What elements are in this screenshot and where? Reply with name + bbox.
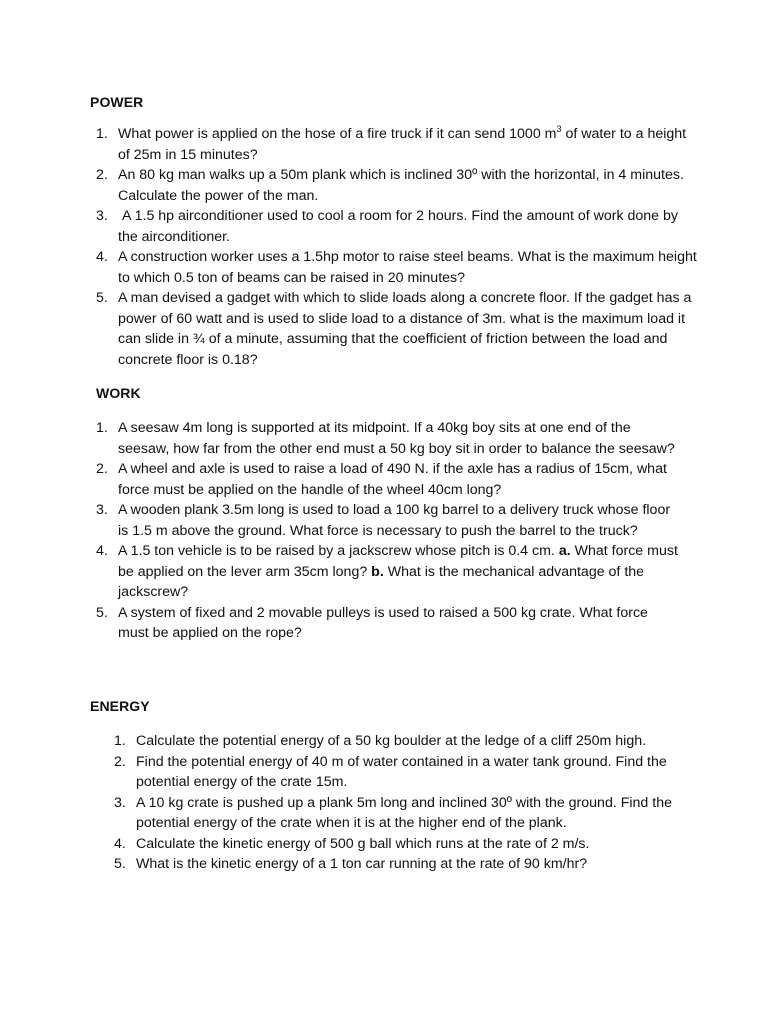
question-number: 3. [96,502,108,518]
question-item [96,459,678,500]
question-text: A man devised a gadget with which to slide loads along a concrete floor. If the gadget has a power of 60 watt and is used to slide load to a distance of 3m. what is the maximum load it can slide in ¾ of a minute, assuming that the coefficient of friction between the load and concrete floor is 0.18? [118,290,692,368]
question-number: 5. [96,290,108,306]
question-item [96,165,698,206]
question-text-cont: of water to a height of 25m in 15 minutes? [118,126,687,163]
section-title-power: POWER [90,94,144,110]
question-number: 1. [96,420,108,436]
question-number: 2. [96,461,108,477]
question-text: Find the potential energy of 40 m of water contained in a water tank ground. Find the potential energy of the crate 15m. [136,753,667,790]
question-number: 4. [96,543,108,559]
question-text: Calculate the potential energy of a 50 kg boulder at the ledge of a cliff 250m high. [136,733,647,749]
question-item [96,541,678,603]
question-item [96,124,698,165]
work-question-list [96,418,678,644]
question-number: 1. [96,126,108,142]
section-title-work: WORK [96,385,141,401]
question-text: A system of fixed and 2 movable pulleys is used to raised a 500 kg crate. What force must be applied on the rope? [118,604,648,641]
question-number: 1. [114,733,126,749]
question-text-part-a: What force must be applied on the lever arm 35cm long? [118,543,678,580]
question-number: 3. [114,794,126,811]
question-text: What power is applied on the hose of a fire truck if it can send 1000 m [118,126,557,142]
question-text: A seesaw 4m long is supported at its midpoint. If a 40kg boy sits at one end of the seesaw, how far from the other end must a 50 kg boy sit in order to balance the seesaw? [118,420,675,457]
question-item [96,288,698,370]
question-number: 2. [96,167,108,183]
question-number: 2. [114,753,126,770]
part-label-a: a. [558,543,571,559]
question-text-part-b: What is the mechanical advantage of the jackscrew? [118,563,645,600]
question-text: Calculate the kinetic energy of 500 g ball which runs at the rate of 2 m/s. [136,835,590,852]
question-item [96,603,678,644]
question-item [114,752,696,793]
question-item [96,247,698,288]
question-text: A wooden plank 3.5m long is used to load a 100 kg barrel to a delivery truck whose floor is 1.5 m above the ground. What force is necessary to push the barrel to the truck? [118,502,671,539]
question-number: 3. [96,208,108,224]
question-item [114,731,696,752]
question-item [96,418,678,459]
energy-question-list [114,731,696,875]
question-item [96,206,698,247]
question-text: An 80 kg man walks up a 50m plank which is inclined 30º with the horizontal, in 4 minutes. Calculate the power of the man. [118,167,684,204]
question-text: A 1.5 ton vehicle is to be raised by a jackscrew whose pitch is 0.4 cm. [118,543,559,559]
superscript: 3 [556,124,562,134]
question-number: 4. [114,835,126,852]
question-number: 5. [96,604,108,621]
question-item [96,500,678,541]
section-title-energy: ENERGY [90,698,150,714]
question-text: A wheel and axle is used to raise a load of 490 N. if the axle has a radius of 15cm, what force must be applied on the handle of the wheel 40cm long? [118,461,667,498]
question-text: A 1.5 hp airconditioner used to cool a room for 2 hours. Find the amount of work done by the airconditioner. [118,208,678,245]
question-number: 4. [96,249,108,265]
question-text: A construction worker uses a 1.5hp motor to raise steel beams. What is the maximum height to which 0.5 ton of beams can be raised in 20 minutes? [118,249,697,286]
question-number: 5. [114,856,126,872]
question-text: What is the kinetic energy of a 1 ton car running at the rate of 90 km/hr? [136,856,588,872]
question-item [114,793,696,834]
question-text: A 10 kg crate is pushed up a plank 5m long and inclined 30º with the ground. Find the potential energy of the crate when it is at the higher end of the plank. [136,794,672,831]
part-label-b: b. [371,563,384,580]
power-question-list [96,124,698,370]
question-item [114,834,696,855]
question-item [114,854,696,875]
